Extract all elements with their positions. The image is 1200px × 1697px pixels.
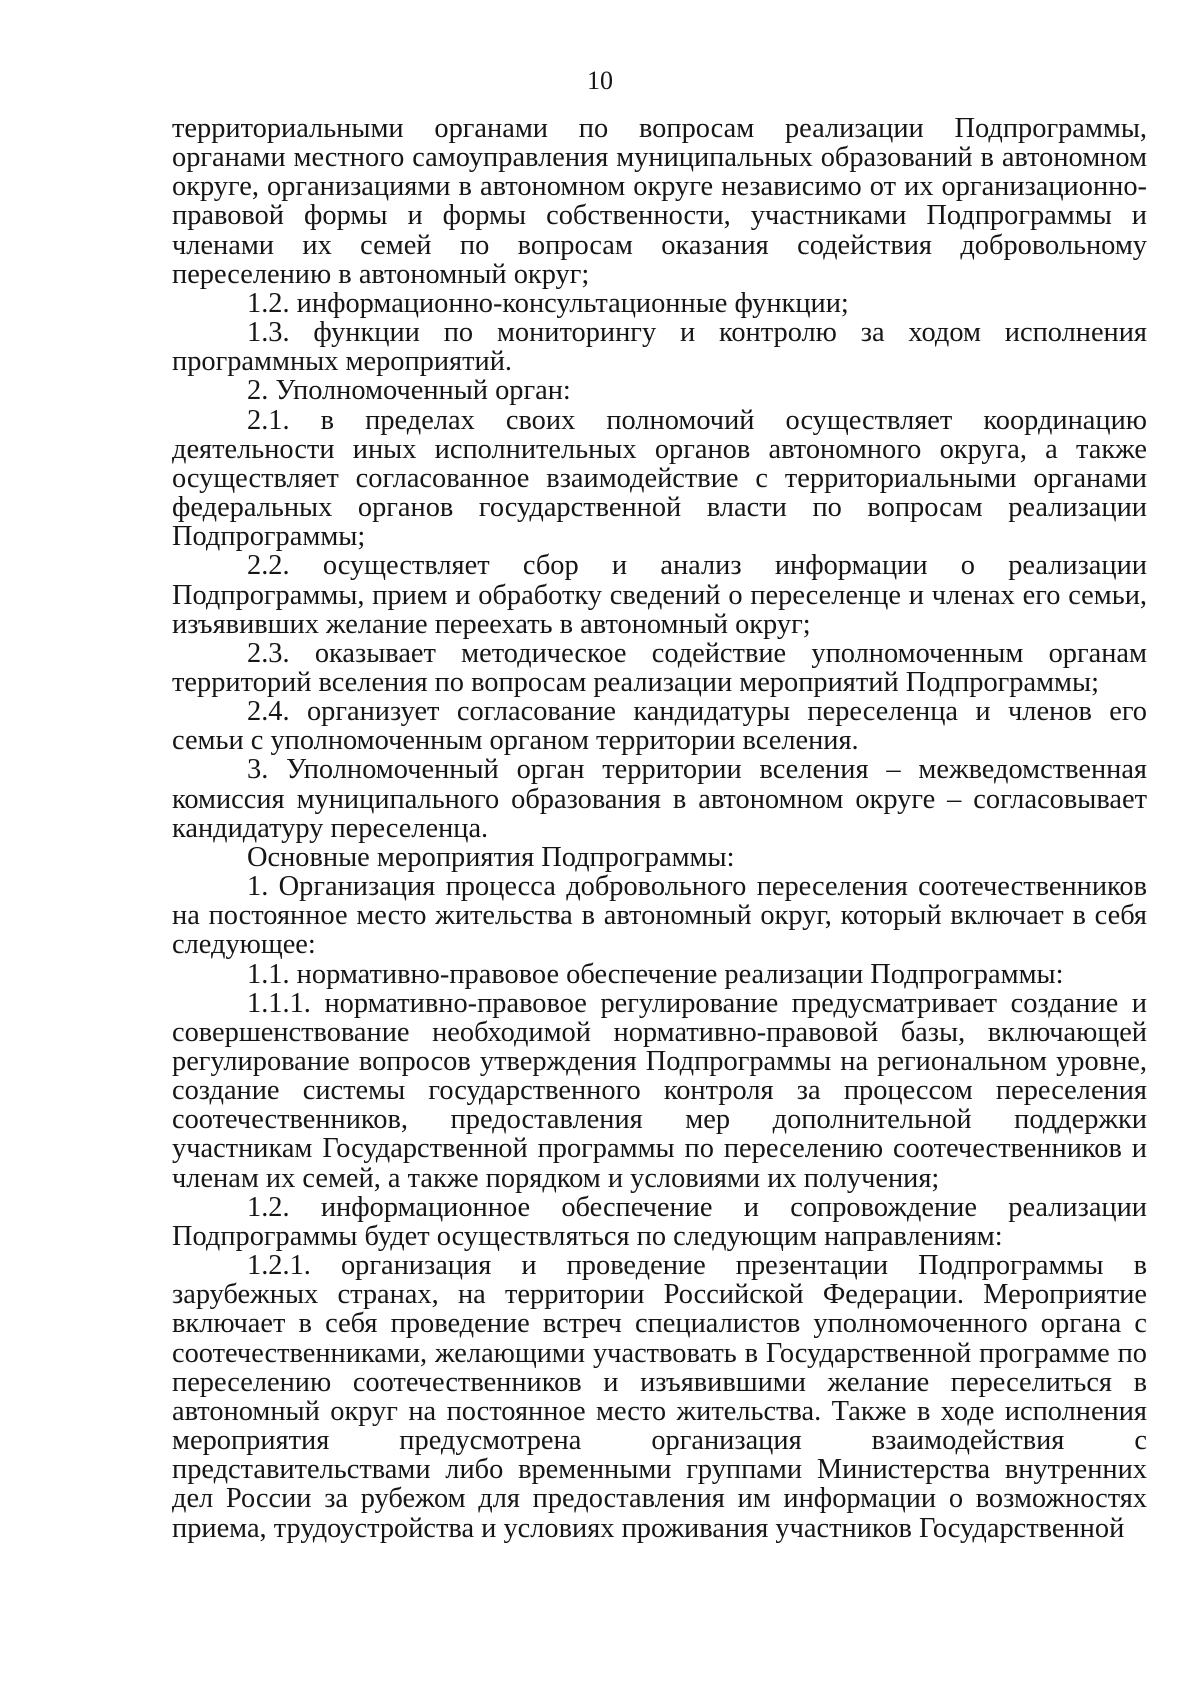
page-number: 10 [587, 66, 613, 95]
paragraph: 1.2. информационно-консультационные функции; [247, 287, 849, 319]
paragraph: 1. Организация процесса добровольного переселения соотечественников на постоянное место жительства в автономный округ, который включает в себя следующее: [172, 871, 1147, 961]
paragraph: 1.1.1. нормативно-правовое регулирование предусматривает создание и совершенствование необходимой нормативно-правовой базы, включающей регулирование вопросов утверждения Подпрограммы на региональном уровне, создание системы государственного контроля за процессом переселения соотечественников, предоставления мер дополнительной поддержки участникам Государственной программы по переселению соотечественников и членам их семей, а также порядком и условиями их получения; [172, 987, 1147, 1194]
paragraph: 1.2.1. организация и проведение презентации Подпрограммы в зарубежных странах, на территории Российской Федерации. Мероприятие включает в себя проведение встреч специалистов уполномоченного органа с соотечественниками, желающими участвовать в Государственной программе по переселению соотечественников и изъявившими желание переселиться в автономный округ на постоянное место жительства. Также в ходе исполнения мероприятия предусмотрена организация взаимодействия с представительствами либо временными группами Министерства внутренних дел России за рубежом для предоставления им информации о возможностях приема, трудоустройства и условиях проживания участников Государственной [172, 1250, 1147, 1544]
paragraph: 2.2. осуществляет сбор и анализ информации о реализации Подпрограммы, прием и обработку сведений о переселенце и членах его семьи, изъявивших желание переехать в автономный округ; [172, 550, 1147, 640]
paragraph: Основные мероприятия Подпрограммы: [247, 841, 735, 873]
paragraph: 2. Уполномоченный орган: [247, 375, 571, 407]
paragraph: 1.2. информационное обеспечение и сопровождение реализации Подпрограммы будет осуществляться по следующим направлениям: [172, 1191, 1147, 1252]
paragraph: территориальными органами по вопросам реализации Подпрограммы, органами местного самоуправления муниципальных образований в автономном округе, организациями в автономном округе независимо от их организационно-правовой формы и формы собственности, участниками Подпрограммы и членами их семей по вопросам оказания содействия добровольному переселению в автономный округ; [172, 113, 1147, 290]
paragraph: 2.1. в пределах своих полномочий осуществляет координацию деятельности иных исполнительных органов автономного округа, а также осуществляет согласованное взаимодействие с территориальными органами федеральных органов государственной власти по вопросам реализации Подпрограммы; [172, 404, 1147, 553]
paragraph: 1.3. функции по мониторингу и контролю за ходом исполнения программных мероприятий. [172, 317, 1147, 378]
paragraph: 2.4. организует согласование кандидатуры переселенца и членов его семьи с уполномоченным органом территории вселения. [172, 696, 1147, 757]
paragraph: 1.1. нормативно-правовое обеспечение реализации Подпрограммы: [247, 958, 1064, 990]
paragraph: 2.3. оказывает методическое содействие уполномоченным органам территорий вселения по вопросам реализации мероприятий Подпрограммы; [172, 637, 1147, 698]
document-body [172, 114, 1147, 1543]
paragraph: 3. Уполномоченный орган территории вселения – межведомственная комиссия муниципального образования в автономном округе – согласовывает кандидатуру переселенца. [172, 754, 1147, 844]
